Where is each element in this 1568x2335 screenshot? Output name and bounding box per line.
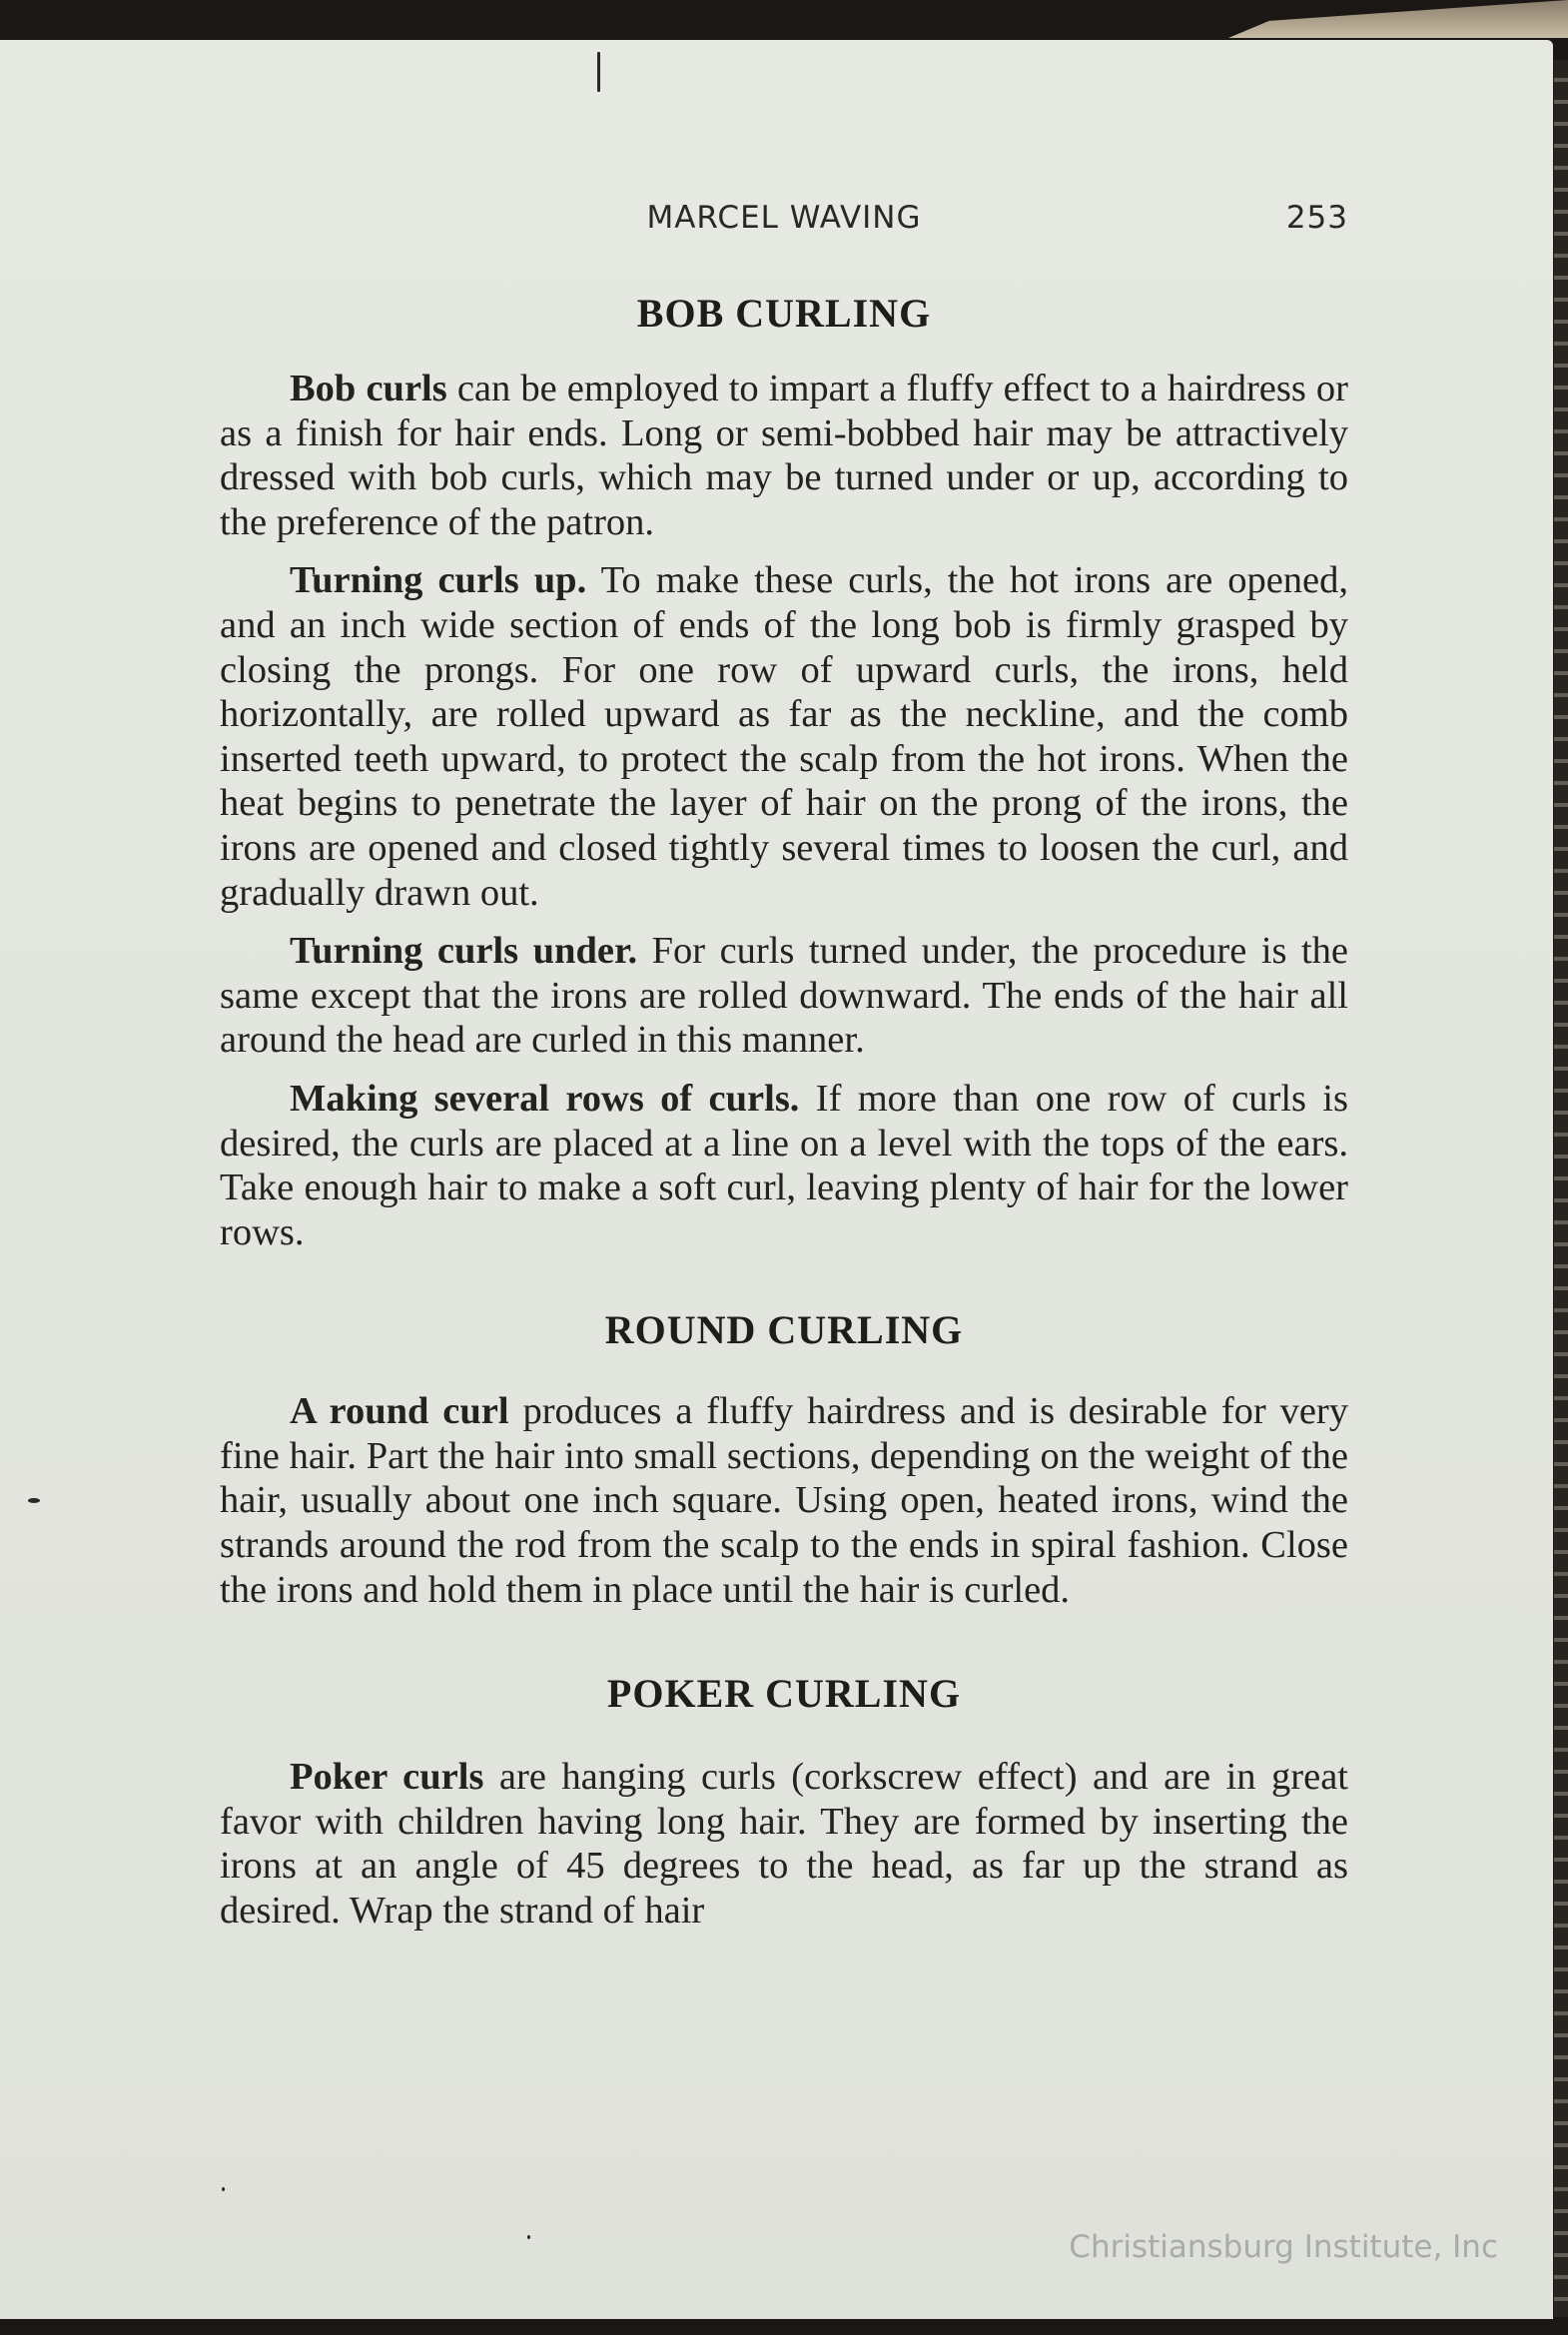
paragraph-text: For curls turned under, the procedure is the same except that the irons are rolled downward. The ends of the hair all around the head are curled in this manner. <box>220 930 1349 1062</box>
running-header <box>220 200 1348 246</box>
lead-term: Bob curls <box>290 368 447 409</box>
paragraph-several-rows <box>220 1077 1348 1254</box>
paragraph-bob-curls <box>220 367 1348 544</box>
ink-mark <box>222 2187 225 2191</box>
paragraph-round-curl <box>220 1389 1348 1612</box>
page-fore-edge <box>1554 60 1568 2317</box>
paragraph-text: To make these curls, the hot irons are opened, and an inch wide section of ends of the long bob is firmly grasped by closing the prongs. For one row of upward curls, the irons, held horizontally, are rolled upward as far as the neckline, and the comb inserted teeth upward, to protect the scalp from the hot irons. When the heat begins to penetrate the layer of hair on the prong of the irons, the irons are opened and closed tightly several times to loosen the curl, and gradually drawn out. <box>220 559 1348 914</box>
book-cover-edge <box>1228 0 1568 38</box>
page-number: 253 <box>1285 200 1348 236</box>
paragraph-turning-curls-under <box>220 929 1348 1063</box>
paragraph-text: If more than one row of curls is desired, the curls are placed at a line on a level with the tops of the ears. Take enough hair to make a soft curl, leaving plenty of hair for the lower rows. <box>220 1077 1348 1253</box>
lead-term: Making several rows of curls. <box>290 1077 800 1120</box>
watermark: Christiansburg Institute, Inc <box>1069 2229 1498 2265</box>
paragraph-text: are hanging curls (corkscrew effect) and are in great favor with children having long hair. They are formed by inserting the irons at an angle of 45 degrees to the head, as far up the strand as desired. Wrap the strand of hair <box>220 1756 1348 1933</box>
paragraph-turning-curls-up <box>220 558 1348 915</box>
ink-mark <box>597 52 600 92</box>
lead-term: Turning curls up. <box>290 559 587 602</box>
lead-term: A round curl <box>290 1390 509 1433</box>
body-text <box>220 290 1348 1934</box>
lead-term: Poker curls <box>290 1756 484 1799</box>
running-title: MARCEL WAVING <box>646 200 922 236</box>
paragraph-text: produces a fluffy hairdress and is desirable for very fine hair. Part the hair into small sections, depending on the weight of the hair, usually about one inch square. Using open, heated irons, wind the strands around the rod from the scalp to the ends in spiral fashion. Close the irons and hold them in place until the hair is curled. <box>220 1390 1348 1611</box>
section-heading-bob-curling: BOB CURLING <box>636 291 932 336</box>
paragraph-text: can be employed to impart a fluffy effect to a hairdress or as a finish for hair ends. Long or semi-bobbed hair may be attractively dressed with bob curls, which may be turned under or up, according to the preference of the patron. <box>220 368 1349 543</box>
section-heading-round-curling: ROUND CURLING <box>604 1307 964 1353</box>
lead-term: Turning curls under. <box>290 930 638 973</box>
ink-mark <box>527 2235 530 2239</box>
paragraph-poker-curls <box>220 1755 1348 1933</box>
section-heading-poker-curling: POKER CURLING <box>606 1671 962 1717</box>
ink-mark <box>28 1498 40 1503</box>
